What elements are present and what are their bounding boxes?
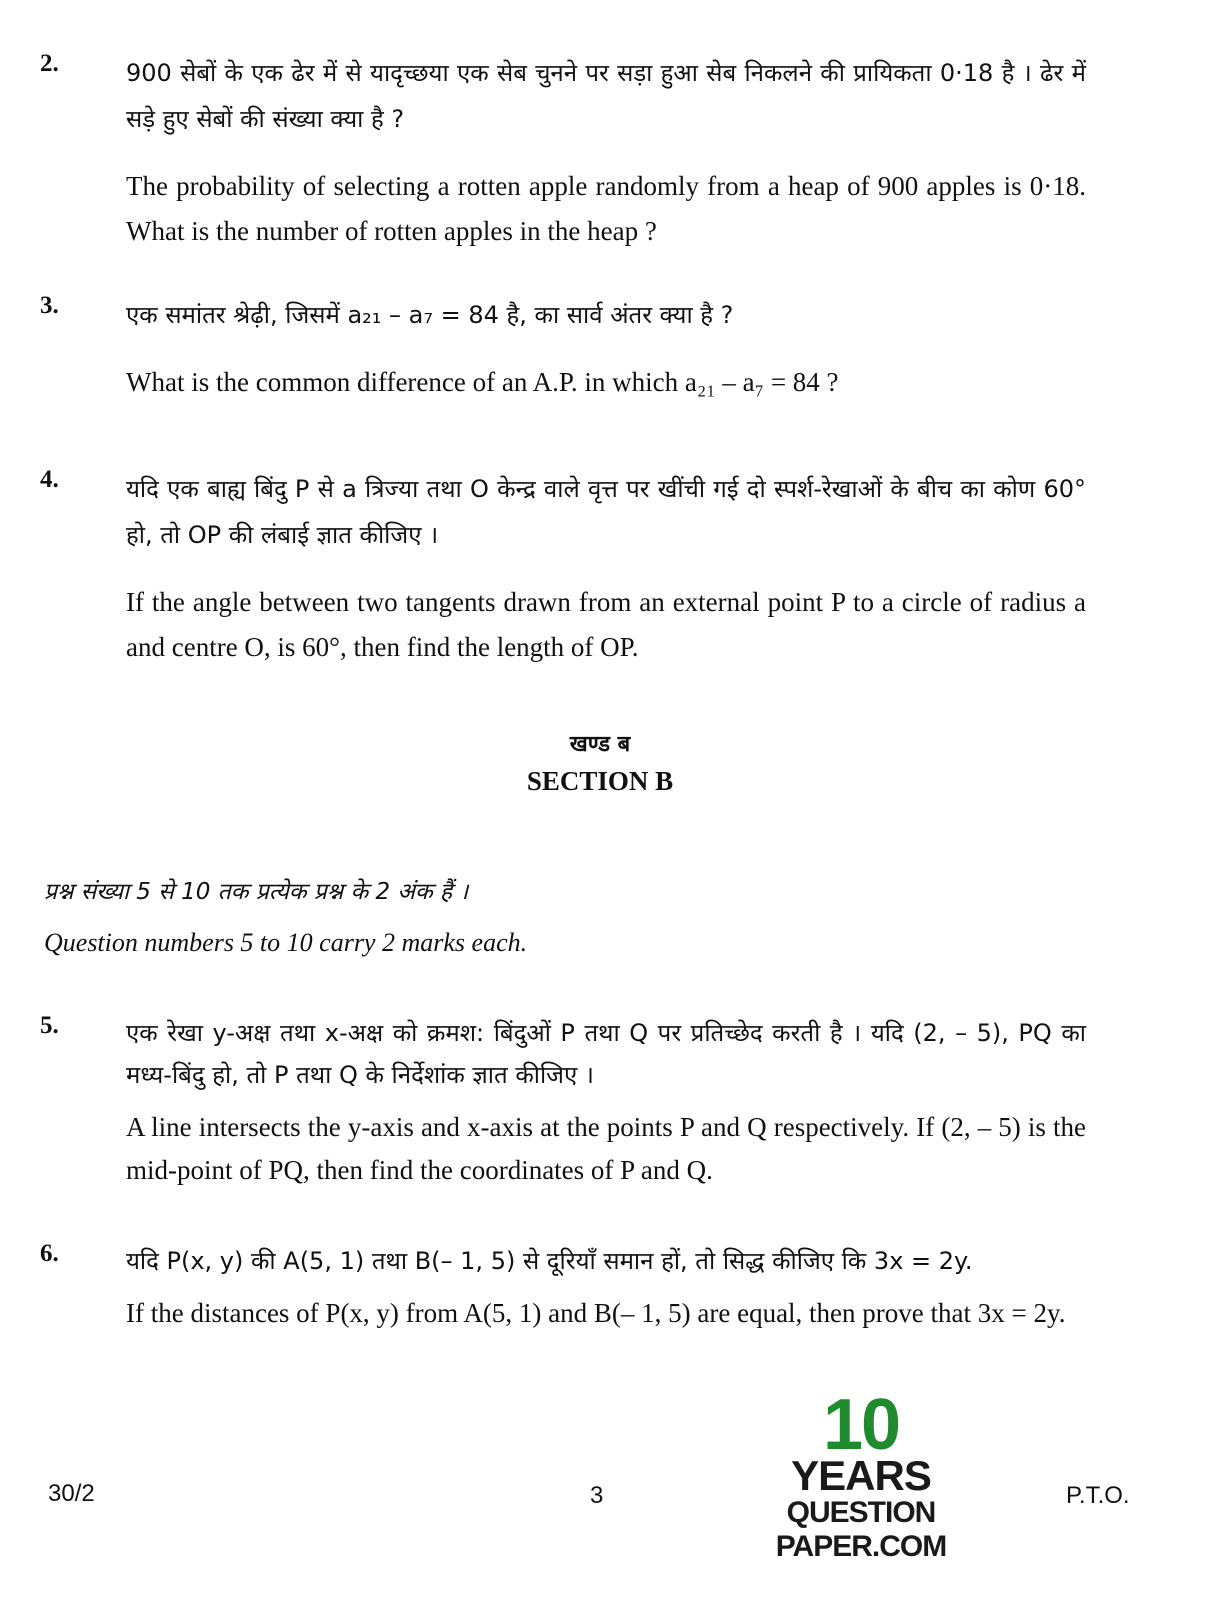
question-text-english: The probability of selecting a rotten apple randomly from a heap of 900 apples is 0·18. What is the number of rotten apples in the heap ? [126, 171, 1086, 246]
section-title-hindi: खण्ड ब [569, 732, 631, 757]
question-body [126, 50, 1086, 254]
question-body [126, 1240, 1086, 1335]
logo-years: YEARS [791, 1452, 931, 1499]
question-body [126, 1012, 1086, 1192]
question-text-hindi: यदि एक बाह्य बिंदु P से a त्रिज्या तथा O केन्द्र वाले वृत्त पर खींची गई दो स्पर्श-रेखाओं के बीच का कोण 60° हो, तो OP की लंबाई ज्ञात कीजिए । [126, 475, 1086, 549]
logo-number: 10 [822, 1385, 900, 1465]
question-number: 6. [40, 1240, 59, 1267]
question-text-english: If the distances of P(x, y) from A(5, 1) and B(– 1, 5) are equal, then prove that 3x = 2y. [126, 1298, 1066, 1328]
paper-code: 30/2 [48, 1480, 95, 1507]
question-text-hindi: 900 सेबों के एक ढेर में से यादृच्छया एक सेब चुनने पर सड़ा हुआ सेब निकलने की प्रायिकता 0·18 है । ढेर में सड़े हुए सेबों की संख्या क्या है ? [126, 59, 1086, 133]
marks-instruction-english: Question numbers 5 to 10 carry 2 marks each. [44, 928, 528, 957]
logo-site-name: QUESTION PAPER.COM [775, 1496, 947, 1563]
question-text-english: What is the common difference of an A.P. in which a₂₁ – a₇ = 84 ? [126, 367, 839, 397]
question-number: 3. [40, 292, 59, 319]
question-text-english: A line intersects the y-axis and x-axis at the points P and Q respectively. If (2, – 5) is the mid-point of PQ, then find the coordinates of P and Q. [126, 1112, 1086, 1185]
page-number: 3 [590, 1482, 604, 1509]
question-text-hindi: एक रेखा y-अक्ष तथा x-अक्ष को क्रमश: बिंदुओं P तथा Q पर प्रतिच्छेद करती है । यदि (2, – 5), PQ का मध्य-बिंदु हो, तो P तथा Q के निर्देशांक ज्ञात कीजिए । [126, 1019, 1086, 1089]
question-text-hindi: यदि P(x, y) की A(5, 1) तथा B(– 1, 5) से दूरियाँ समान हों, तो सिद्ध कीजिए कि 3x = 2y. [126, 1247, 973, 1275]
question-number: 2. [40, 50, 59, 77]
question-text-hindi: एक समांतर श्रेढ़ी, जिसमें a₂₁ – a₇ = 84 है, का सार्व अंतर क्या है ? [126, 301, 734, 329]
question-number: 4. [40, 466, 59, 493]
please-turn-over: P.T.O. [1066, 1482, 1130, 1509]
question-number: 5. [40, 1012, 59, 1039]
section-title-english: SECTION B [526, 766, 674, 796]
question-body [126, 466, 1086, 670]
question-body [126, 292, 1086, 405]
marks-instruction-hindi: प्रश्न संख्या 5 से 10 तक प्रत्येक प्रश्न के 2 अंक हैं । [44, 879, 469, 905]
site-logo [716, 1385, 1006, 1563]
question-text-english: If the angle between two tangents drawn from an external point P to a circle of radius a and centre O, is 60°, then find the length of OP. [126, 587, 1086, 662]
